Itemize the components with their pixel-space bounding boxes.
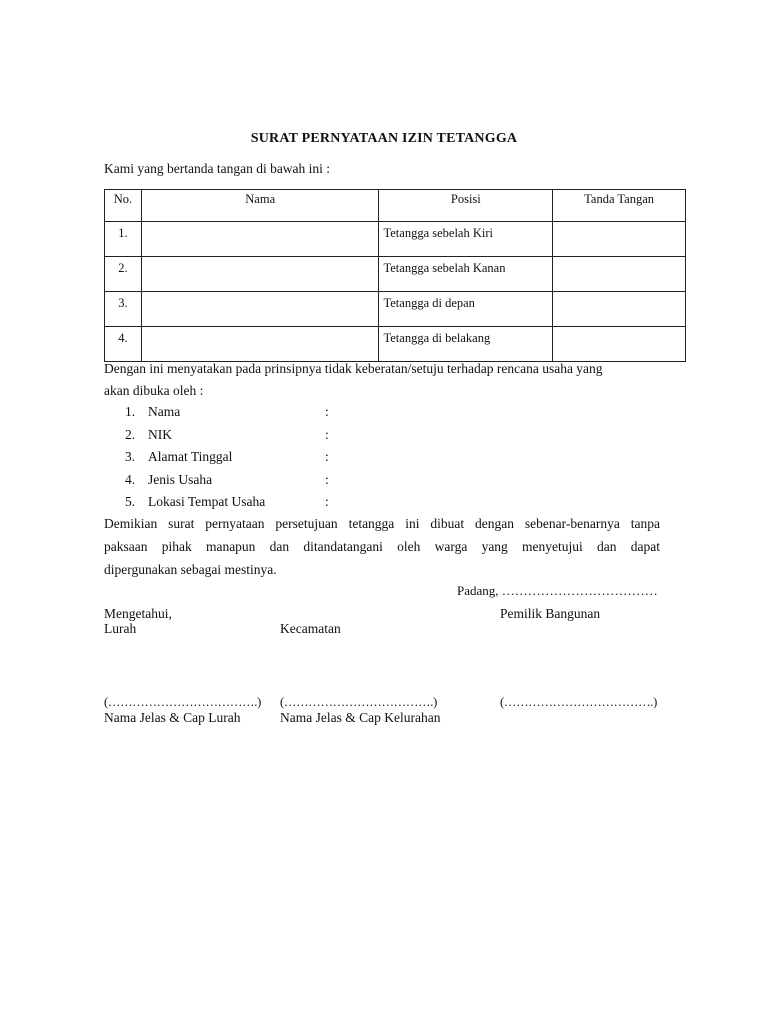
list-item bbox=[125, 446, 445, 469]
item-number: 3. bbox=[125, 449, 136, 464]
statement-line: akan dibuka oleh : bbox=[104, 383, 204, 398]
item-number: 2. bbox=[125, 426, 136, 442]
closing-paragraph bbox=[104, 512, 660, 581]
position-cell: Tetangga di belakang bbox=[379, 327, 553, 362]
row-number: 1. bbox=[105, 222, 142, 257]
header-no: No. bbox=[105, 190, 142, 222]
statement-paragraph bbox=[104, 358, 660, 402]
name-cell bbox=[141, 222, 379, 257]
list-item bbox=[125, 401, 445, 424]
place-date: Padang, ……………………………… bbox=[457, 583, 658, 598]
acknowledged-label: Mengetahui, bbox=[104, 606, 172, 621]
position-cell: Tetangga sebelah Kiri bbox=[379, 222, 553, 257]
header-nama: Nama bbox=[141, 190, 379, 222]
item-colon: : bbox=[325, 494, 329, 509]
name-cell bbox=[141, 292, 379, 327]
signature-line-lurah: (……………………………….) bbox=[104, 695, 261, 709]
item-colon: : bbox=[325, 471, 329, 487]
item-label: NIK bbox=[148, 426, 172, 442]
closing-line: paksaan pihak manapun dan ditandatangani oleh warga yang menyetujui dan dapat bbox=[104, 539, 660, 554]
document-title: SURAT PERNYATAAN IZIN TETANGGA bbox=[250, 131, 518, 146]
signature-cell bbox=[553, 327, 686, 362]
list-item bbox=[125, 491, 445, 514]
item-colon: : bbox=[325, 404, 329, 419]
item-number: 5. bbox=[125, 494, 136, 509]
table-row bbox=[105, 257, 686, 292]
signature-line-owner: (……………………………….) bbox=[500, 695, 657, 709]
item-number: 4. bbox=[125, 471, 136, 487]
position-cell: Tetangga di depan bbox=[379, 292, 553, 327]
lurah-label: Lurah bbox=[104, 621, 137, 636]
signature-cell bbox=[553, 257, 686, 292]
owner-details-list bbox=[125, 401, 445, 514]
table-row bbox=[105, 327, 686, 362]
table-row bbox=[105, 222, 686, 257]
signature-name-lurah: Nama Jelas & Cap Lurah bbox=[104, 710, 241, 725]
item-label: Alamat Tinggal bbox=[148, 449, 233, 464]
position-cell: Tetangga sebelah Kanan bbox=[379, 257, 553, 292]
list-item bbox=[125, 424, 445, 447]
signature-cell bbox=[553, 222, 686, 257]
table-header-row bbox=[105, 190, 686, 222]
row-number: 3. bbox=[105, 292, 142, 327]
signature-line-kelurahan: (……………………………….) bbox=[280, 695, 437, 709]
item-colon: : bbox=[325, 426, 329, 442]
closing-line: dipergunakan sebagai mestinya. bbox=[104, 562, 277, 577]
item-label: Jenis Usaha bbox=[148, 471, 213, 487]
item-number: 1. bbox=[125, 404, 136, 419]
name-cell bbox=[141, 327, 379, 362]
name-cell bbox=[141, 257, 379, 292]
signature-cell bbox=[553, 292, 686, 327]
owner-label: Pemilik Bangunan bbox=[500, 606, 601, 621]
intro-text: Kami yang bertanda tangan di bawah ini : bbox=[104, 161, 331, 176]
row-number: 2. bbox=[105, 257, 142, 292]
list-item bbox=[125, 469, 445, 492]
statement-line: Dengan ini menyatakan pada prinsipnya tidak keberatan/setuju terhadap rencana usaha yang bbox=[104, 361, 603, 376]
header-posisi: Posisi bbox=[379, 190, 553, 222]
signature-name-kelurahan: Nama Jelas & Cap Kelurahan bbox=[280, 710, 441, 725]
item-label: Nama bbox=[148, 404, 181, 419]
item-colon: : bbox=[325, 449, 329, 464]
kecamatan-label: Kecamatan bbox=[280, 621, 341, 636]
row-number: 4. bbox=[105, 327, 142, 362]
item-label: Lokasi Tempat Usaha bbox=[148, 494, 266, 509]
neighbors-table bbox=[104, 189, 686, 362]
header-tanda-tangan: Tanda Tangan bbox=[553, 190, 686, 222]
closing-line: Demikian surat pernyataan persetujuan tetangga ini dibuat dengan sebenar-benarnya tanpa bbox=[104, 516, 660, 531]
table-row bbox=[105, 292, 686, 327]
